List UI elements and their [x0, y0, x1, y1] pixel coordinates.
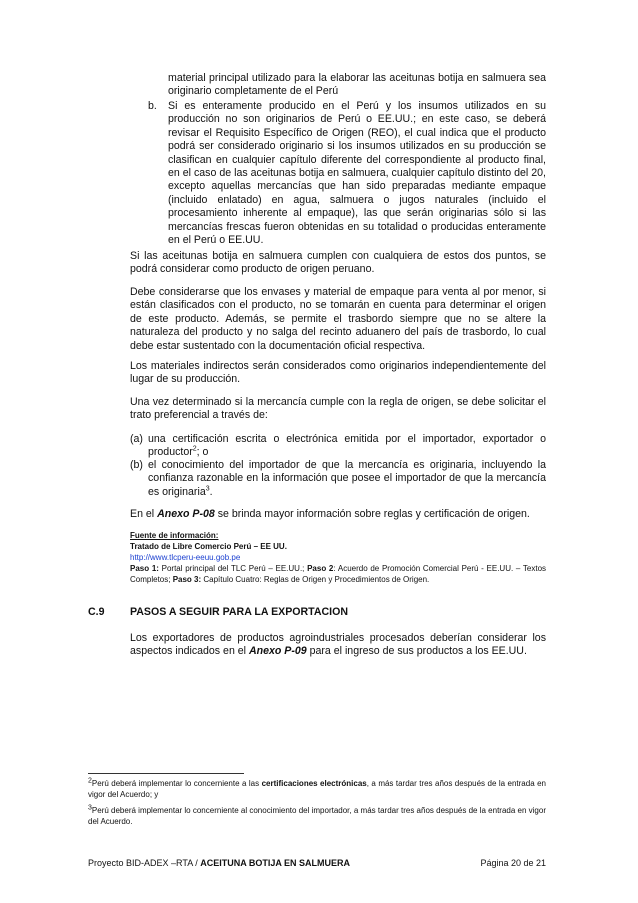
option-b	[148, 459, 546, 499]
footnote-separator	[88, 773, 244, 774]
page-number: Página 20 de 21	[480, 858, 546, 868]
footnote-ref-3[interactable]: 3	[205, 485, 210, 493]
source-steps	[130, 563, 546, 585]
section-number: C.9	[88, 606, 105, 618]
paragraph-origin: Si las aceitunas botija en salmuera cumplen con cualquiera de estos dos puntos, se podrá considerar como producto de origen peruano.	[130, 250, 546, 276]
paso2-label: Paso 2	[307, 564, 334, 573]
annex-p09: Anexo P-09	[248, 645, 307, 658]
paso1-text: Portal principal del TLC Perú – EE.UU.;	[158, 564, 308, 573]
paso1-label: Paso 1:	[130, 564, 159, 573]
footnote-2-pre: Perú deberá implementar lo concerniente a las	[91, 779, 262, 788]
source-url-link[interactable]: http://www.tlcperu-eeuu.gob.pe	[130, 553, 241, 562]
option-a-text: una certificación escrita o electrónica emitida por el importador, exportador o productor	[148, 433, 546, 459]
annex-line-pre: En el	[130, 508, 158, 520]
page-footer-left	[88, 857, 350, 869]
footnote-3	[88, 805, 546, 827]
footnote-3-text: Perú deberá implementar lo concerniente al conocimiento del importador, a más tardar tres años después de la entrada en vigor del Acuerdo.	[88, 806, 546, 826]
option-b-text: el conocimiento del importador de que la mercancía es originaria, incluyendo la confianza razonable en la información que posee el importador de que la mercancía es originaria	[148, 459, 546, 498]
section-body	[130, 632, 546, 659]
footnote-2-number: 2	[88, 777, 92, 785]
paso3-text: Capítulo Cuatro: Reglas de Origen y Procedimientos de Origen.	[201, 575, 430, 584]
list-item-b: Si es enteramente producido en el Perú y los insumos utilizados en su producción no son originarios de Perú o EE.UU.; en este caso, se deberá revisar el Requisito Específico de Origen (REO), el cual indica que el producto podrá ser considerado originario si los insumos utilizados en su producción se clasifican en cualquier capítulo diferente del correspondiente al producto final, en el caso de las aceitunas botija en salmuera, cualquier capítulo distinto del 20, excepto aquellas mercancías que han sido preparadas mediante empaque (incluido enlatado) en agua, salmuera o jugos naturales (incluido el procesamiento inherente al empaque), las que serán originarias sólo si las mercancías frescas fueron obtenidas en su totalidad o producidas enteramente en el Perú o EE.UU.	[168, 100, 546, 247]
annex-line-post: se brinda mayor información sobre reglas y certificación de origen.	[214, 508, 530, 520]
annex-p08: Anexo P-08	[157, 508, 215, 520]
option-a-tail: ; o	[196, 446, 209, 459]
section-body-pre: Los exportadores de productos agroindustriales procesados deberían considerar los aspectos indicados en el	[130, 632, 546, 658]
footnote-2	[88, 778, 546, 800]
option-marker-a: (a)	[130, 433, 143, 445]
annex-reference-line	[130, 508, 546, 521]
list-item-a-continuation: material principal utilizado para la elaborar las aceitunas botija en salmuera sea originario completamente de el Perú	[168, 72, 546, 98]
footnote-3-number: 3	[88, 804, 92, 812]
source-treaty: Tratado de Libre Comercio Perú – EE UU.	[130, 542, 287, 551]
paso2-text: : Acuerdo de Promoción Comercial Perú - EE.UU. – Textos Completos;	[130, 564, 547, 584]
source-block	[130, 530, 546, 585]
footnote-2-bold: certificaciones electrónicas	[261, 779, 367, 788]
paragraph-indirect-materials: Los materiales indirectos serán considerados como originarios independientemente del lugar de su producción.	[130, 360, 546, 386]
paragraph-packaging: Debe considerarse que los envases y material de empaque para venta al por menor, si están clasificados con el producto, no se tomarán en cuenta para determinar el origen de este producto. Además, se permite el trasbordo siempre que no se altere la naturaleza del producto y no salga del recinto aduanero del país de trasbordo, lo cual debe estar sustentado con la documentación oficial respectiva.	[130, 286, 546, 352]
paragraph-preferential-treatment: Una vez determinado si la mercancía cumple con la regla de origen, se debe solicitar el trato preferencial a través de:	[130, 396, 546, 422]
footer-product: ACEITUNA BOTIJA EN SALMUERA	[200, 858, 351, 868]
option-b-tail: .	[209, 485, 213, 498]
footer-project: Proyecto BID-ADEX –RTA /	[88, 858, 201, 868]
section-title: PASOS A SEGUIR PARA LA EXPORTACION	[130, 606, 348, 618]
option-a	[148, 433, 546, 460]
footnote-2-post: , a más tardar tres años después de la entrada en vigor del Acuerdo; y	[88, 779, 546, 799]
footnote-ref-2[interactable]: 2	[192, 445, 197, 453]
list-marker-b: b.	[148, 100, 157, 112]
paso3-label: Paso 3:	[172, 575, 202, 584]
option-marker-b: (b)	[130, 459, 143, 471]
source-heading: Fuente de información:	[130, 531, 219, 540]
section-body-post: para el ingreso de sus productos a los EE.UU.	[306, 645, 527, 658]
